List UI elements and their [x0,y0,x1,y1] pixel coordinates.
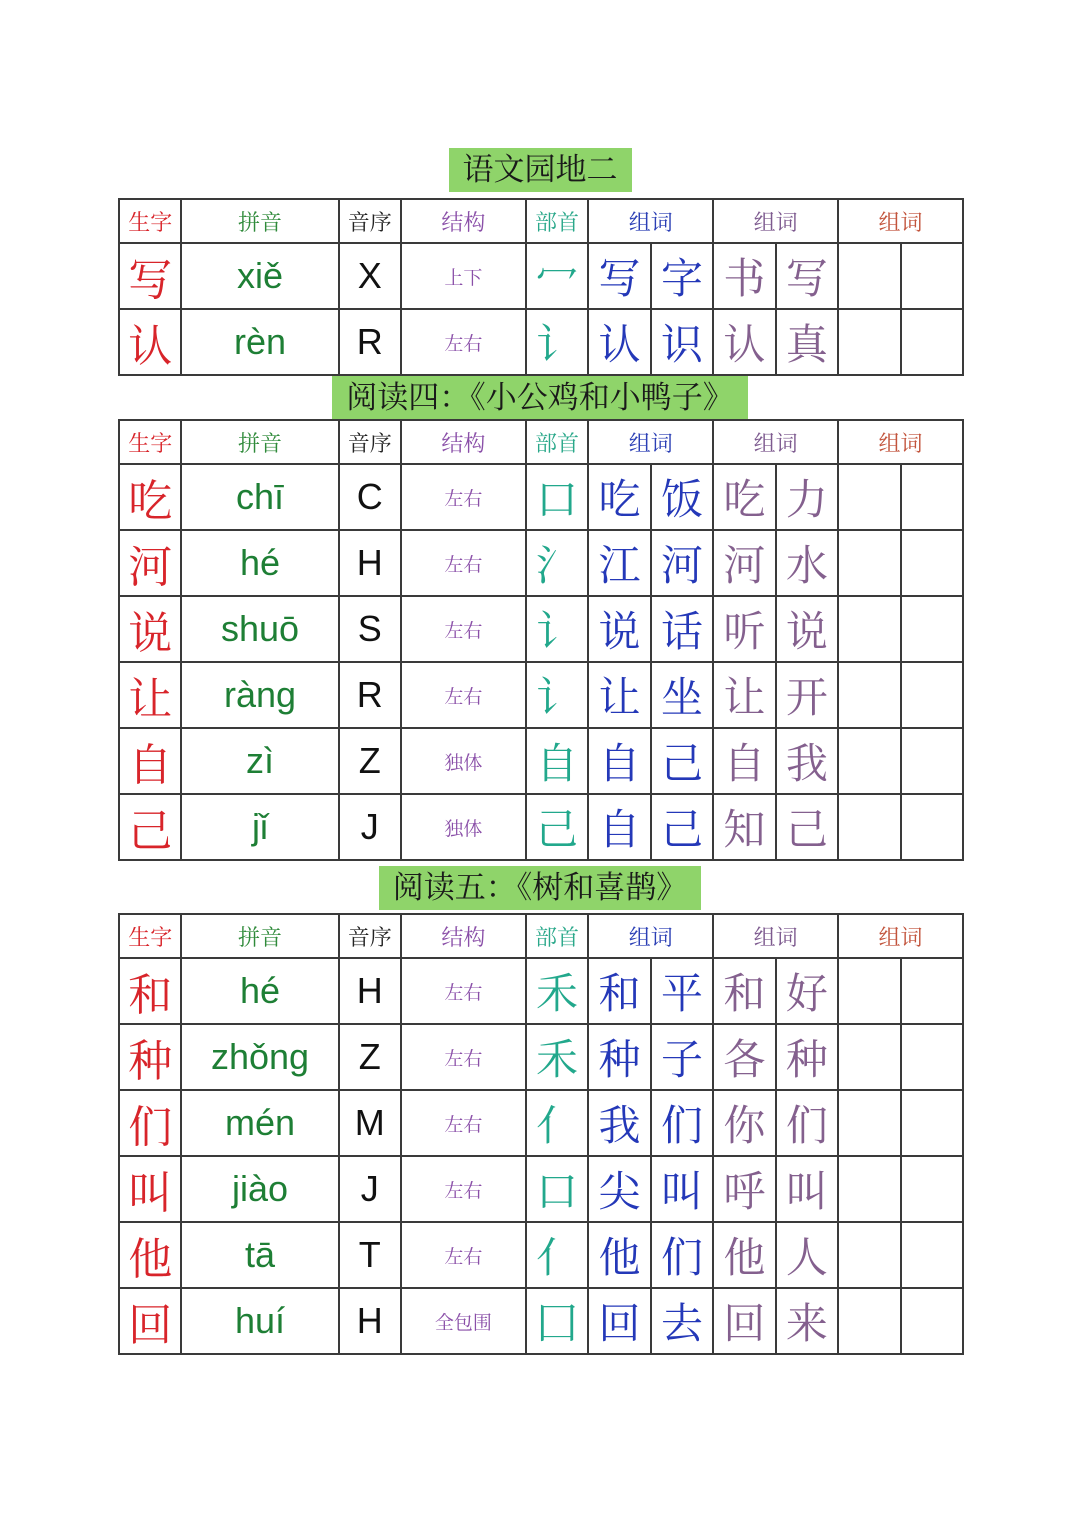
cell-radical: 口 [526,464,588,530]
cell-word: 叫 [651,1156,713,1222]
cell-pinyin: jiào [181,1156,338,1222]
cell-blank [838,1024,900,1090]
cell-word: 他 [713,1222,775,1288]
header-order: 音序 [339,914,401,958]
cell-order: T [339,1222,401,1288]
header-pinyin: 拼音 [181,199,338,243]
table-row [119,1156,963,1222]
cell-pinyin: shuō [181,596,338,662]
cell-radical: 冖 [526,243,588,309]
cell-char: 己 [119,794,181,860]
cell-pinyin: chī [181,464,338,530]
cell-word: 开 [776,662,838,728]
cell-blank [901,243,964,309]
cell-order: M [339,1090,401,1156]
cell-blank [838,1222,900,1288]
cell-order: H [339,530,401,596]
header-radical: 部首 [526,199,588,243]
cell-radical: 自 [526,728,588,794]
cell-blank [838,309,900,375]
cell-pinyin: mén [181,1090,338,1156]
cell-radical: 讠 [526,662,588,728]
cell-char: 叫 [119,1156,181,1222]
cell-pinyin: hé [181,958,338,1024]
cell-word: 字 [651,243,713,309]
cell-blank [838,596,900,662]
cell-word: 坐 [651,662,713,728]
cell-structure: 左右 [401,309,526,375]
header-words-3: 组词 [838,420,963,464]
cell-word: 认 [713,309,775,375]
header-words-2: 组词 [713,914,838,958]
cell-blank [901,662,964,728]
header-row [119,199,963,243]
cell-word: 水 [776,530,838,596]
table-row [119,530,963,596]
cell-blank [838,243,900,309]
cell-blank [901,794,964,860]
cell-word: 种 [588,1024,650,1090]
cell-word: 自 [588,728,650,794]
table-row [119,958,963,1024]
header-pinyin: 拼音 [181,420,338,464]
table-row [119,309,963,375]
cell-blank [901,464,964,530]
cell-pinyin: zì [181,728,338,794]
cell-radical: 禾 [526,1024,588,1090]
cell-word: 说 [588,596,650,662]
cell-structure: 独体 [401,794,526,860]
vocab-table-1 [118,198,964,376]
header-words-1: 组词 [588,914,713,958]
cell-word: 他 [588,1222,650,1288]
cell-word: 去 [651,1288,713,1354]
cell-word: 我 [776,728,838,794]
header-radical: 部首 [526,914,588,958]
header-words-2: 组词 [713,420,838,464]
cell-word: 回 [713,1288,775,1354]
cell-word: 你 [713,1090,775,1156]
cell-blank [901,596,964,662]
cell-structure: 左右 [401,958,526,1024]
cell-radical: 亻 [526,1222,588,1288]
cell-radical: 囗 [526,1288,588,1354]
cell-word: 子 [651,1024,713,1090]
cell-word: 吃 [588,464,650,530]
cell-word: 写 [588,243,650,309]
table-row [119,1090,963,1156]
section-1-title-wrap [0,148,1080,192]
cell-word: 们 [776,1090,838,1156]
header-pinyin: 拼音 [181,914,338,958]
cell-word: 人 [776,1222,838,1288]
cell-char: 他 [119,1222,181,1288]
cell-char: 河 [119,530,181,596]
header-words-3: 组词 [838,199,963,243]
cell-word: 好 [776,958,838,1024]
cell-word: 识 [651,309,713,375]
cell-char: 种 [119,1024,181,1090]
header-structure: 结构 [401,420,526,464]
cell-word: 写 [776,243,838,309]
cell-blank [901,728,964,794]
cell-order: Z [339,728,401,794]
cell-word: 说 [776,596,838,662]
header-char: 生字 [119,914,181,958]
cell-structure: 左右 [401,1222,526,1288]
cell-structure: 左右 [401,530,526,596]
vocab-table-3 [118,913,964,1355]
cell-word: 和 [713,958,775,1024]
cell-order: Z [339,1024,401,1090]
header-char: 生字 [119,420,181,464]
cell-word: 话 [651,596,713,662]
cell-radical: 讠 [526,596,588,662]
cell-pinyin: ràng [181,662,338,728]
cell-word: 我 [588,1090,650,1156]
cell-pinyin: jǐ [181,794,338,860]
table-row [119,794,963,860]
cell-word: 们 [651,1222,713,1288]
section-3-title-wrap [0,866,1080,910]
cell-structure: 左右 [401,662,526,728]
cell-char: 说 [119,596,181,662]
cell-structure: 左右 [401,1156,526,1222]
cell-word: 力 [776,464,838,530]
cell-word: 来 [776,1288,838,1354]
vocab-table-2 [118,419,964,861]
cell-word: 认 [588,309,650,375]
cell-blank [901,1024,964,1090]
cell-char: 认 [119,309,181,375]
table-row [119,596,963,662]
cell-blank [838,464,900,530]
cell-blank [838,1090,900,1156]
cell-word: 己 [651,794,713,860]
cell-order: H [339,958,401,1024]
table-row [119,728,963,794]
cell-word: 书 [713,243,775,309]
cell-word: 种 [776,1024,838,1090]
table-row [119,243,963,309]
table-row [119,1288,963,1354]
cell-blank [838,728,900,794]
cell-structure: 左右 [401,596,526,662]
cell-order: J [339,1156,401,1222]
cell-blank [901,1090,964,1156]
cell-word: 回 [588,1288,650,1354]
cell-word: 尖 [588,1156,650,1222]
header-char: 生字 [119,199,181,243]
cell-radical: 口 [526,1156,588,1222]
cell-blank [838,1288,900,1354]
cell-order: C [339,464,401,530]
cell-char: 吃 [119,464,181,530]
table-row [119,1222,963,1288]
section-title: 阅读五：《树和喜鹊》 [379,866,702,910]
cell-char: 回 [119,1288,181,1354]
section-2-title-wrap [0,376,1080,420]
cell-word: 自 [713,728,775,794]
cell-word: 己 [776,794,838,860]
table-row [119,464,963,530]
cell-word: 自 [588,794,650,860]
cell-blank [838,530,900,596]
cell-structure: 上下 [401,243,526,309]
cell-order: R [339,309,401,375]
cell-radical: 禾 [526,958,588,1024]
cell-blank [838,958,900,1024]
header-words-2: 组词 [713,199,838,243]
cell-word: 各 [713,1024,775,1090]
table-row [119,662,963,728]
cell-word: 河 [651,530,713,596]
section-title: 语文园地二 [449,148,632,192]
cell-blank [838,662,900,728]
cell-word: 平 [651,958,713,1024]
cell-word: 吃 [713,464,775,530]
cell-word: 己 [651,728,713,794]
cell-blank [901,1288,964,1354]
section-title: 阅读四：《小公鸡和小鸭子》 [332,376,748,420]
cell-word: 听 [713,596,775,662]
cell-order: X [339,243,401,309]
cell-pinyin: zhǒng [181,1024,338,1090]
cell-word: 呼 [713,1156,775,1222]
header-structure: 结构 [401,914,526,958]
table-row [119,1024,963,1090]
header-row [119,914,963,958]
cell-pinyin: hé [181,530,338,596]
header-row [119,420,963,464]
cell-word: 饭 [651,464,713,530]
cell-blank [901,1222,964,1288]
cell-structure: 左右 [401,1024,526,1090]
cell-radical: 亻 [526,1090,588,1156]
cell-blank [901,530,964,596]
header-order: 音序 [339,420,401,464]
cell-order: J [339,794,401,860]
cell-word: 河 [713,530,775,596]
cell-word: 让 [713,662,775,728]
header-words-1: 组词 [588,420,713,464]
header-words-3: 组词 [838,914,963,958]
cell-word: 让 [588,662,650,728]
cell-char: 写 [119,243,181,309]
cell-word: 们 [651,1090,713,1156]
cell-word: 知 [713,794,775,860]
cell-pinyin: xiě [181,243,338,309]
cell-structure: 独体 [401,728,526,794]
cell-pinyin: rèn [181,309,338,375]
cell-pinyin: huí [181,1288,338,1354]
header-order: 音序 [339,199,401,243]
header-structure: 结构 [401,199,526,243]
cell-radical: 己 [526,794,588,860]
cell-order: H [339,1288,401,1354]
cell-blank [838,794,900,860]
cell-structure: 全包围 [401,1288,526,1354]
cell-blank [838,1156,900,1222]
cell-word: 叫 [776,1156,838,1222]
cell-word: 和 [588,958,650,1024]
cell-char: 和 [119,958,181,1024]
cell-blank [901,1156,964,1222]
header-words-1: 组词 [588,199,713,243]
cell-radical: 氵 [526,530,588,596]
cell-pinyin: tā [181,1222,338,1288]
cell-char: 让 [119,662,181,728]
cell-order: S [339,596,401,662]
cell-word: 江 [588,530,650,596]
cell-order: R [339,662,401,728]
cell-word: 真 [776,309,838,375]
cell-structure: 左右 [401,1090,526,1156]
cell-char: 们 [119,1090,181,1156]
cell-radical: 讠 [526,309,588,375]
cell-char: 自 [119,728,181,794]
cell-blank [901,958,964,1024]
cell-blank [901,309,964,375]
header-radical: 部首 [526,420,588,464]
cell-structure: 左右 [401,464,526,530]
